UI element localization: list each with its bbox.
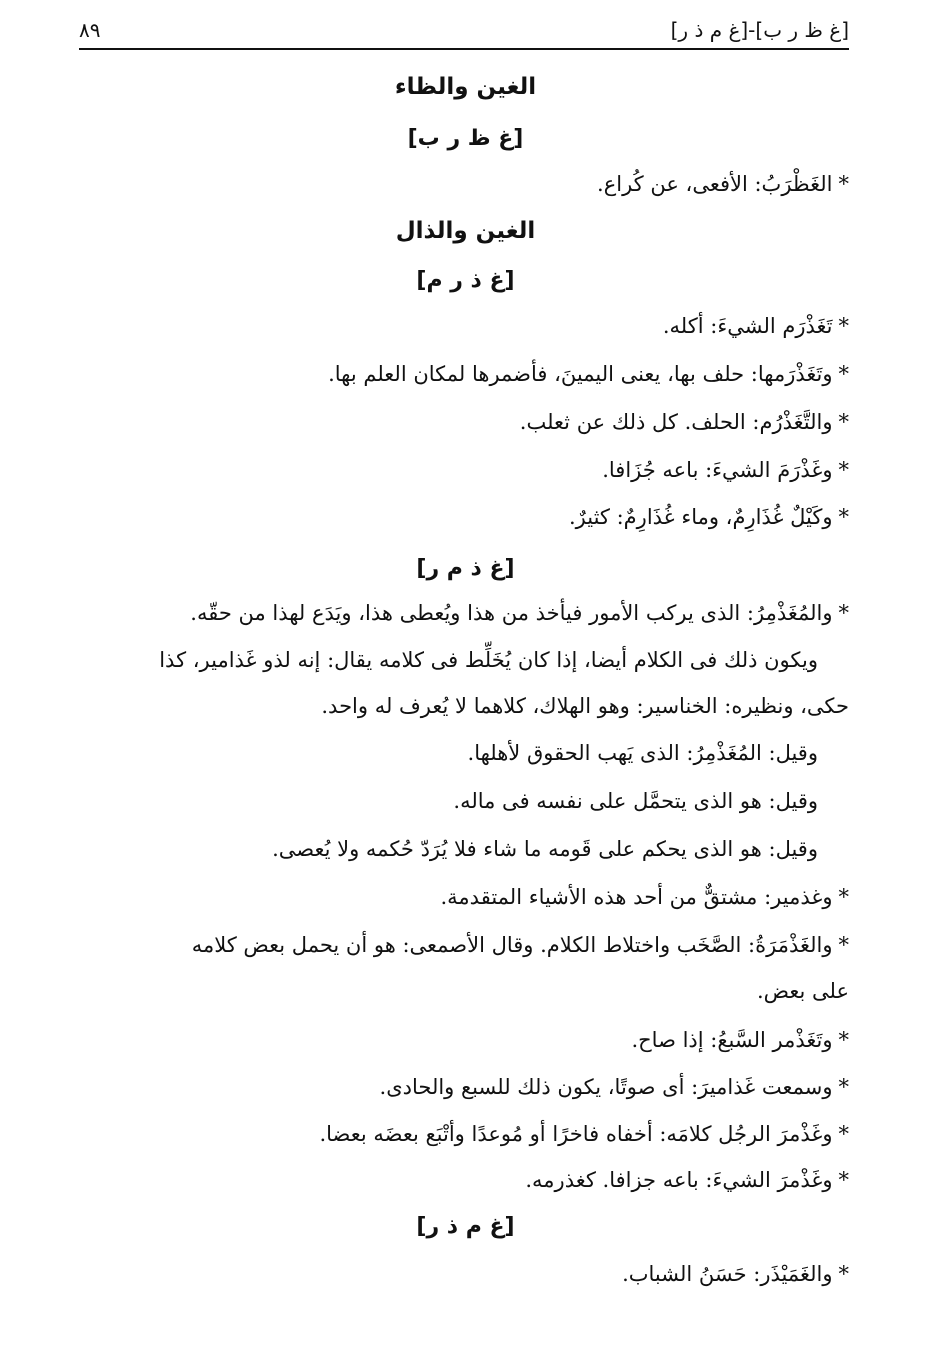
entry-line: *وكَيْلٌ غُذَارِمٌ، وماء غُذَارِمٌ: كثيرٌ.: [569, 505, 849, 529]
entry-line: *والغَمَيْذَر: حَسَنُ الشباب.: [622, 1262, 849, 1286]
entry-line: *تَغَذْرَم الشيءَ: أكله.: [662, 314, 849, 338]
text-line: وقيل: هو الذى يحكم على قَومه ما شاء فلا يُرَدّ حُكمه ولا يُعصى.: [272, 837, 818, 861]
root-heading-ghdhmr: [غ ذ م ر]: [416, 556, 515, 581]
entry-line: *وغَذْمرَ الشيءَ: باعه جزافا. كغذرمه.: [525, 1168, 849, 1192]
root-heading-ghmdhr: [غ م ذ ر]: [416, 1214, 515, 1239]
chapter-heading-gha-za: الغين والظاء: [394, 74, 537, 100]
text-line: حكى، ونظيره: الخناسير: وهو الهلاك، كلاهما لا يُعرف له واحد.: [321, 694, 849, 718]
page-number: ٨٩: [79, 18, 101, 42]
chapter-heading-gha-dhal: الغين والذال: [395, 218, 536, 244]
entry-line: *الغَظْرَبُ: الأفعى، عن كُراع.: [597, 172, 849, 196]
root-heading-ghdhrm: [غ ذ ر م]: [416, 268, 515, 293]
entry-line: *والغَذْمَرَةُ: الصَّخَب واختلاط الكلام. وقال الأصمعى: هو أن يحمل بعض كلامه: [191, 933, 849, 957]
entry-line: *وسمعت غَذاميرَ: أى صوتًا، يكون ذلك للسبع والحادى.: [379, 1075, 849, 1099]
running-head: [79, 14, 849, 50]
entry-line: *والمُغَذْمِرُ: الذى يركب الأمور فيأخذ من هذا ويُعطى هذا، ويَدَع لهذا من حقّه.: [190, 601, 849, 625]
entry-line: *وتَغَذْرَمها: حلف بها، يعنى اليمينَ، فأضمرها لمكان العلم بها.: [328, 362, 849, 386]
entry-line: *وغَذْرَمَ الشيءَ: باعه جُزَافا.: [602, 458, 849, 482]
text-line: على بعض.: [756, 979, 849, 1003]
text-line: وقيل: هو الذى يتحمَّل على نفسه فى ماله.: [453, 789, 818, 813]
entry-line: *وتَغَذْمر السَّبعُ: إذا صاح.: [631, 1028, 849, 1052]
entry-line: *وغَذْمرَ الرجُل كلامَه: أخفاه فاخرًا أو مُوعدًا وأتْبَع بعضَه بعضا.: [319, 1122, 849, 1146]
root-heading-ghzrb: [غ ظ ر ب]: [407, 126, 524, 151]
text-line: وقيل: المُغَذْمِرُ: الذى يَهب الحقوق لأهلها.: [467, 741, 818, 765]
entry-line: *وغذمير: مشتقٌّ من أحد هذه الأشياء المتقدمة.: [440, 885, 849, 909]
running-head-title: [غ ظ ر ب]-[غ م ذ ر]: [670, 18, 849, 42]
text-line: ويكون ذلك فى الكلام أيضا، إذا كان يُخَلِّط فى كلامه يقال: إنه لذو غَذامير، كذا: [159, 648, 818, 672]
entry-line: *والتَّغَذْرُم: الحلف. كل ذلك عن ثعلب.: [519, 410, 849, 434]
